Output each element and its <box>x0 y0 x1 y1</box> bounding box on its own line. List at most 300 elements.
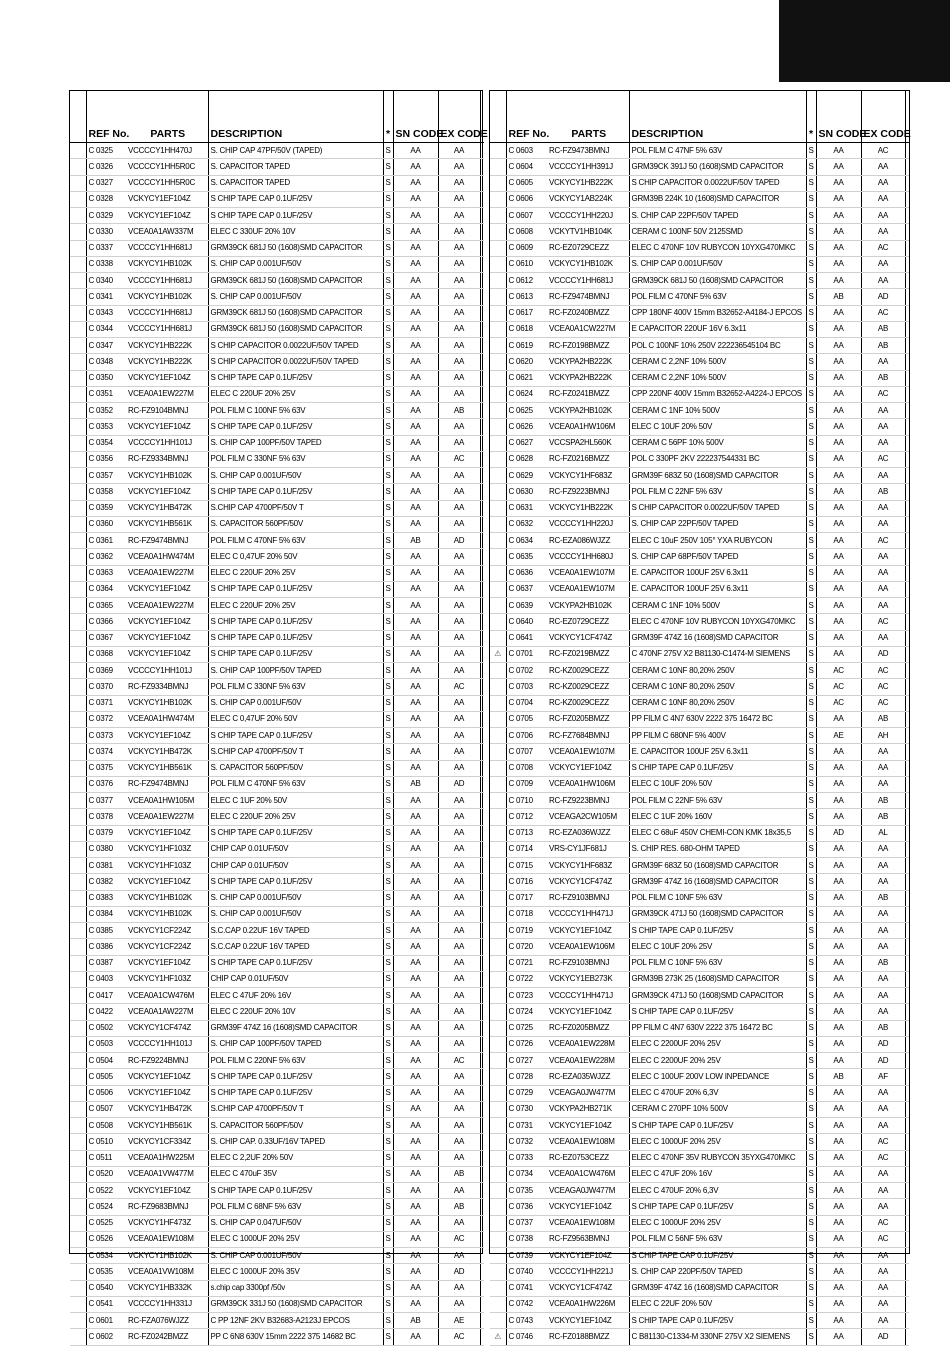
ref-no-cell: C 0634 <box>506 533 547 549</box>
ref-no-cell: C 0740 <box>506 1264 547 1280</box>
description-cell: S CHIP TAPE CAP 0.1UF/25V <box>208 419 383 435</box>
star-cell: S <box>806 988 816 1004</box>
ref-no-cell: C 0387 <box>86 955 126 971</box>
sn-code-cell: AA <box>816 776 861 792</box>
part-number-cell: RC-FZ0216BMZZ <box>547 451 629 467</box>
table-row <box>70 939 484 955</box>
part-number-cell: RC-EZA035WJZZ <box>547 1069 629 1085</box>
star-cell: S <box>383 1264 393 1280</box>
description-cell: S. CHIP CAP 0.001UF/50V <box>208 289 383 305</box>
ex-code-cell: AA <box>438 500 480 516</box>
warning-icon <box>70 1264 86 1280</box>
sn-code-cell: AA <box>816 971 861 987</box>
description-cell: S. CHIP CAP 0.001UF/50V <box>629 256 806 272</box>
warning-icon <box>490 516 506 532</box>
description-cell: E. CAPACITOR 100UF 25V 6.3x11 <box>629 581 806 597</box>
star-cell: S <box>383 208 393 224</box>
table-row <box>70 224 484 240</box>
ref-no-cell: C 0354 <box>86 435 126 451</box>
star-cell: S <box>383 565 393 581</box>
description-cell: CERAM C 270PF 10% 500V <box>629 1101 806 1117</box>
part-number-cell: RC-FZ0205BMZZ <box>547 1020 629 1036</box>
description-cell: S CHIP TAPE CAP 0.1UF/25V <box>208 728 383 744</box>
ex-code-cell: AA <box>438 1248 480 1264</box>
description-cell: ELEC C 470uF 35V <box>208 1166 383 1182</box>
warning-icon <box>490 971 506 987</box>
warning-icon <box>70 923 86 939</box>
description-cell: ELEC C 220UF 20% 25V <box>208 565 383 581</box>
warning-icon <box>490 191 506 207</box>
table-row <box>70 776 484 792</box>
part-number-cell: VCKYCY1EF104Z <box>547 1313 629 1329</box>
ref-no-cell: C 0729 <box>506 1085 547 1101</box>
sn-code-cell: AA <box>816 906 861 922</box>
description-cell: ELEC C 1UF 20% 50V <box>208 793 383 809</box>
description-cell: ELEC C 2,2UF 20% 50V <box>208 1150 383 1166</box>
table-row <box>70 305 484 321</box>
sn-code-cell: AA <box>393 338 438 354</box>
description-header: DESCRIPTION <box>629 91 806 143</box>
description-cell: CERAM C 56PF 10% 500V <box>629 435 806 451</box>
warning-icon <box>70 1329 86 1345</box>
ex-code-cell: AA <box>861 419 905 435</box>
description-cell: S CHIP TAPE CAP 0.1UF/25V <box>208 1085 383 1101</box>
description-cell: S.C.CAP 0.22UF 16V TAPED <box>208 939 383 955</box>
description-cell: CPP 180NF 400V 15mm B32652-A4184-J EPCOS <box>629 305 806 321</box>
part-number-cell: RC-FZ9103BMNJ <box>547 890 629 906</box>
sn-code-cell: AA <box>393 874 438 890</box>
star-cell: S <box>383 581 393 597</box>
star-cell: S <box>383 1248 393 1264</box>
part-number-cell: VCKYCY1EF104Z <box>126 581 208 597</box>
star-cell: S <box>383 1101 393 1117</box>
description-cell: CHIP CAP 0.01UF/50V <box>208 971 383 987</box>
table-row <box>70 1215 484 1231</box>
ex-code-cell: AA <box>438 305 480 321</box>
warning-icon <box>490 1020 506 1036</box>
warning-column-header <box>70 91 86 143</box>
star-cell: S <box>383 614 393 630</box>
description-cell: ELEC C 2200UF 20% 25V <box>629 1036 806 1052</box>
sn-code-cell: AA <box>816 1215 861 1231</box>
part-number-cell: VCKYCY1CF334Z <box>126 1134 208 1150</box>
star-cell: S <box>806 1053 816 1069</box>
warning-icon <box>490 224 506 240</box>
star-cell: S <box>806 403 816 419</box>
warning-icon <box>70 273 86 289</box>
description-cell: PP FILM C 4N7 630V 2222 375 16472 BC <box>629 711 806 727</box>
star-cell: S <box>383 1296 393 1312</box>
ex-code-cell: AA <box>438 939 480 955</box>
ref-no-cell: C 0720 <box>506 939 547 955</box>
ref-no-cell: C 0506 <box>86 1085 126 1101</box>
part-number-cell: VCKYCY1EF104Z <box>126 874 208 890</box>
description-cell: ELEC C 1000UF 20% 25V <box>208 1231 383 1247</box>
ref-no-cell: C 0378 <box>86 809 126 825</box>
warning-icon <box>490 711 506 727</box>
warning-icon <box>70 1053 86 1069</box>
warning-icon <box>490 890 506 906</box>
table-row <box>70 143 484 159</box>
warning-icon <box>70 793 86 809</box>
star-cell: S <box>806 809 816 825</box>
part-number-cell: VCEAGA0JW477M <box>547 1085 629 1101</box>
table-row <box>70 191 484 207</box>
star-cell: S <box>806 955 816 971</box>
parts-header: PARTS <box>126 91 208 143</box>
ex-code-cell: AA <box>438 1036 480 1052</box>
part-number-cell: VCCCCY1HH5R0C <box>126 159 208 175</box>
sn-code-cell: AA <box>393 289 438 305</box>
ref-no-cell: C 0325 <box>86 143 126 159</box>
star-cell: S <box>806 744 816 760</box>
table-row <box>490 403 909 419</box>
ex-code-cell: AH <box>861 728 905 744</box>
part-number-cell: VCKYCY1EF104Z <box>126 1069 208 1085</box>
description-cell: ELEC C 470NF 10V RUBYCON 10YXG470MKC <box>629 614 806 630</box>
warning-icon <box>70 825 86 841</box>
warning-icon <box>70 386 86 402</box>
ref-no-cell: C 0718 <box>506 906 547 922</box>
star-cell: S <box>383 679 393 695</box>
warning-icon <box>490 468 506 484</box>
sn-code-header: SN CODE <box>816 91 861 143</box>
ex-code-cell: AA <box>861 435 905 451</box>
sn-code-cell: AA <box>393 175 438 191</box>
warning-icon <box>70 581 86 597</box>
ex-code-cell: AA <box>438 890 480 906</box>
part-number-cell: VCCCCY1HH221J <box>547 1264 629 1280</box>
table-row <box>70 711 484 727</box>
star-cell: S <box>806 224 816 240</box>
description-cell: POL FILM C 220NF 5% 63V <box>208 1053 383 1069</box>
ref-no-cell: C 0504 <box>86 1053 126 1069</box>
star-cell: S <box>806 1036 816 1052</box>
ref-no-cell: C 0351 <box>86 386 126 402</box>
part-number-cell: VCKYCY1HB332K <box>126 1280 208 1296</box>
ref-no-cell: C 0602 <box>86 1329 126 1345</box>
warning-icon <box>70 679 86 695</box>
description-cell: POL FILM C 47NF 5% 63V <box>629 143 806 159</box>
ex-code-cell: AA <box>438 793 480 809</box>
part-number-cell: VCEA0A1EW108M <box>547 1215 629 1231</box>
ref-no-cell: C 0503 <box>86 1036 126 1052</box>
star-cell: S <box>383 793 393 809</box>
warning-icon <box>70 1150 86 1166</box>
part-number-cell: VCKYCY1HF103Z <box>126 858 208 874</box>
warning-icon <box>70 890 86 906</box>
warning-icon <box>70 598 86 614</box>
description-cell: GRM39F 474Z 16 (1608)SMD CAPACITOR <box>629 630 806 646</box>
star-cell: S <box>383 825 393 841</box>
warning-icon <box>490 1101 506 1117</box>
star-cell: S <box>806 1069 816 1085</box>
description-cell: S. CHIP CAP 0.001UF/50V <box>208 256 383 272</box>
ref-no-cell: C 0701 <box>506 646 547 662</box>
sn-code-cell: AA <box>816 890 861 906</box>
description-cell: S CHIP CAPACITOR 0.0022UF/50V TAPED <box>208 338 383 354</box>
ex-code-cell: AA <box>438 1118 480 1134</box>
sn-code-cell: AA <box>393 1199 438 1215</box>
warning-icon <box>70 208 86 224</box>
ex-code-cell: AF <box>861 1069 905 1085</box>
description-cell: S CHIP CAPACITOR 0.0022UF/50V TAPED <box>629 500 806 516</box>
ref-no-cell: C 0371 <box>86 695 126 711</box>
warning-icon <box>70 711 86 727</box>
warning-icon <box>70 435 86 451</box>
table-row <box>70 744 484 760</box>
part-number-cell: RC-FZ0219BMZZ <box>547 646 629 662</box>
sn-code-cell: AA <box>816 711 861 727</box>
table-row <box>490 711 909 727</box>
ref-no-cell: C 0422 <box>86 1004 126 1020</box>
description-cell: POL FILM C 470NF 5% 63V <box>208 776 383 792</box>
description-cell: ELEC C 10UF 20% 25V <box>629 939 806 955</box>
ex-code-cell: AA <box>438 1101 480 1117</box>
table-row <box>490 240 909 256</box>
description-cell: GRM39CK 681J 50 (1608)SMD CAPACITOR <box>208 273 383 289</box>
table-row <box>70 906 484 922</box>
ref-no-cell: C 0631 <box>506 500 547 516</box>
description-cell: S CHIP TAPE CAP 0.1UF/25V <box>208 630 383 646</box>
ref-no-cell: C 0732 <box>506 1134 547 1150</box>
warning-icon <box>490 1053 506 1069</box>
star-cell: S <box>383 744 393 760</box>
part-number-cell: RC-EZ0753CEZZ <box>547 1150 629 1166</box>
part-number-cell: VCEA0A1EW108M <box>547 1134 629 1150</box>
ref-no-cell: C 0741 <box>506 1280 547 1296</box>
warning-icon <box>490 451 506 467</box>
ref-no-cell: C 0712 <box>506 809 547 825</box>
sn-code-cell: AC <box>816 679 861 695</box>
part-number-cell: RC-FZ9223BMNJ <box>547 484 629 500</box>
table-row <box>70 1296 484 1312</box>
warning-icon <box>70 858 86 874</box>
part-number-cell: VCKYCY1HB222K <box>126 338 208 354</box>
table-row <box>490 598 909 614</box>
star-cell: S <box>383 971 393 987</box>
table-row <box>490 305 909 321</box>
table-row <box>490 906 909 922</box>
sn-code-cell: AA <box>393 1134 438 1150</box>
sn-code-cell: AA <box>816 208 861 224</box>
warning-icon <box>70 1101 86 1117</box>
star-cell: S <box>383 1231 393 1247</box>
star-cell: S <box>383 1134 393 1150</box>
table-row <box>490 874 909 890</box>
ex-code-cell: AC <box>861 679 905 695</box>
description-cell: POL FILM C 56NF 5% 63V <box>629 1231 806 1247</box>
part-number-cell: VCCCCY1HH331J <box>126 1296 208 1312</box>
table-row <box>70 451 484 467</box>
description-cell: ELEC C 0,47UF 20% 50V <box>208 711 383 727</box>
ref-no-cell: C 0723 <box>506 988 547 1004</box>
part-number-cell: VCCSPA2HL560K <box>547 435 629 451</box>
sn-code-cell: AA <box>816 273 861 289</box>
warning-icon <box>490 809 506 825</box>
description-cell: PP FILM C 4N7 630V 2222 375 16472 BC <box>629 1020 806 1036</box>
star-cell: S <box>806 1004 816 1020</box>
ex-code-cell: AA <box>861 841 905 857</box>
ref-no-cell: C 0362 <box>86 549 126 565</box>
ex-code-cell: AA <box>438 549 480 565</box>
ref-no-cell: C 0383 <box>86 890 126 906</box>
sn-code-cell: AA <box>816 500 861 516</box>
ex-code-cell: AA <box>438 728 480 744</box>
part-number-cell: VCKYCY1EF104Z <box>126 191 208 207</box>
ex-code-cell: AA <box>438 484 480 500</box>
part-number-cell: VCKYCY1HB561K <box>126 760 208 776</box>
table-row <box>490 923 909 939</box>
table-row <box>70 468 484 484</box>
part-number-cell: VCEA0A1EW108M <box>126 1231 208 1247</box>
description-cell: POL FILM C 330NF 5% 63V <box>208 679 383 695</box>
description-cell: E CAPACITOR 220UF 16V 6.3x11 <box>629 321 806 337</box>
ref-no-cell: C 0617 <box>506 305 547 321</box>
description-cell: S CHIP TAPE CAP 0.1UF/25V <box>629 1118 806 1134</box>
part-number-cell: VCKYCY1HB102K <box>547 256 629 272</box>
description-cell: ELEC C 1000UF 20% 25V <box>629 1215 806 1231</box>
star-cell: S <box>383 468 393 484</box>
ex-code-cell: AA <box>438 695 480 711</box>
ref-no-cell: C 0636 <box>506 565 547 581</box>
table-row <box>490 549 909 565</box>
warning-column-header <box>490 91 506 143</box>
star-cell: S <box>383 338 393 354</box>
sn-code-cell: AA <box>393 858 438 874</box>
star-cell: S <box>806 305 816 321</box>
sn-code-cell: AA <box>393 305 438 321</box>
star-cell: S <box>383 1069 393 1085</box>
description-cell: S CHIP TAPE CAP 0.1UF/25V <box>208 484 383 500</box>
ref-no-cell: C 0731 <box>506 1118 547 1134</box>
ex-code-cell: AA <box>861 224 905 240</box>
warning-icon <box>70 500 86 516</box>
description-cell: GRM39CK 681J 50 (1608)SMD CAPACITOR <box>629 273 806 289</box>
part-number-cell: VCKYCY1EF104Z <box>547 1118 629 1134</box>
ref-no-cell: C 0705 <box>506 711 547 727</box>
table-row <box>490 256 909 272</box>
table-row <box>70 484 484 500</box>
ex-code-cell: AD <box>438 776 480 792</box>
star-cell: S <box>383 1280 393 1296</box>
ref-no-cell: C 0737 <box>506 1215 547 1231</box>
ref-no-cell: C 0329 <box>86 208 126 224</box>
star-cell: S <box>806 321 816 337</box>
ref-no-cell: C 0330 <box>86 224 126 240</box>
part-number-cell: VCCCCY1HH5R0C <box>126 175 208 191</box>
table-row <box>490 1231 909 1247</box>
ref-no-cell: C 0364 <box>86 581 126 597</box>
table-row <box>70 1313 484 1329</box>
table-row <box>490 143 909 159</box>
table-row <box>70 289 484 305</box>
warning-icon <box>70 1183 86 1199</box>
ex-code-cell: AC <box>861 1215 905 1231</box>
warning-icon <box>490 159 506 175</box>
ex-code-cell: AA <box>438 1215 480 1231</box>
sn-code-cell: AB <box>816 289 861 305</box>
ref-no-cell: C 0635 <box>506 549 547 565</box>
description-cell: ELEC C 470UF 20% 6,3V <box>629 1085 806 1101</box>
ref-no-cell: C 0507 <box>86 1101 126 1117</box>
warning-icon <box>70 159 86 175</box>
warning-icon: ⚠ <box>490 646 506 662</box>
sn-code-cell: AA <box>393 403 438 419</box>
sn-code-cell: AA <box>393 500 438 516</box>
table-row <box>70 1085 484 1101</box>
description-cell: ELEC C 47UF 20% 16V <box>629 1166 806 1182</box>
sn-code-cell: AA <box>393 1166 438 1182</box>
ref-no-cell: C 0326 <box>86 159 126 175</box>
sn-code-header: SN CODE <box>393 91 438 143</box>
warning-icon <box>70 370 86 386</box>
warning-icon <box>490 565 506 581</box>
ex-code-cell: AA <box>861 175 905 191</box>
ex-code-cell: AA <box>861 760 905 776</box>
ref-no-cell: C 0541 <box>86 1296 126 1312</box>
description-cell: ELEC C 220UF 20% 25V <box>208 598 383 614</box>
star-cell: S <box>383 988 393 1004</box>
ref-no-cell: C 0736 <box>506 1199 547 1215</box>
description-cell: S CHIP TAPE CAP 0.1UF/25V <box>208 874 383 890</box>
star-cell: S <box>806 614 816 630</box>
part-number-cell: VCKYCY1EF104Z <box>126 419 208 435</box>
warning-icon <box>490 305 506 321</box>
sn-code-cell: AA <box>393 744 438 760</box>
star-cell: S <box>806 598 816 614</box>
sn-code-cell: AA <box>816 1053 861 1069</box>
ex-code-cell: AA <box>438 971 480 987</box>
star-cell: S <box>383 711 393 727</box>
warning-icon <box>70 744 86 760</box>
ref-no-cell: C 0386 <box>86 939 126 955</box>
ex-code-cell: AA <box>438 191 480 207</box>
part-number-cell: VCKYCY1HB102K <box>126 289 208 305</box>
warning-icon <box>70 695 86 711</box>
ex-code-cell: AA <box>438 841 480 857</box>
table-row <box>70 1264 484 1280</box>
ex-code-cell: AA <box>861 858 905 874</box>
table-row <box>490 321 909 337</box>
star-cell: S <box>806 1183 816 1199</box>
ref-no-cell: C 0379 <box>86 825 126 841</box>
table-row <box>490 484 909 500</box>
description-cell: S. CHIP RES. 680-OHM TAPED <box>629 841 806 857</box>
ref-no-cell: C 0641 <box>506 630 547 646</box>
star-cell: S <box>806 191 816 207</box>
description-cell: CERAM C 2,2NF 10% 500V <box>629 354 806 370</box>
star-cell: S <box>383 1183 393 1199</box>
part-number-cell: VCCCCY1HH220J <box>547 208 629 224</box>
table-row <box>70 874 484 890</box>
description-cell: CHIP CAP 0.01UF/50V <box>208 858 383 874</box>
sn-code-cell: AA <box>816 1085 861 1101</box>
ex-code-cell: AA <box>861 159 905 175</box>
star-cell: S <box>383 451 393 467</box>
part-number-cell: VCEA0A1EW228M <box>547 1036 629 1052</box>
sn-code-cell: AA <box>816 1004 861 1020</box>
ex-code-cell: AE <box>438 1313 480 1329</box>
sn-code-cell: AA <box>816 1264 861 1280</box>
part-number-cell: VCCCCY1HH101J <box>126 435 208 451</box>
ref-no-cell: C 0369 <box>86 663 126 679</box>
sn-code-cell: AD <box>816 825 861 841</box>
ex-code-cell: AA <box>438 614 480 630</box>
ex-code-cell: AA <box>438 1150 480 1166</box>
sn-code-cell: AA <box>393 646 438 662</box>
star-cell: S <box>806 1329 816 1345</box>
